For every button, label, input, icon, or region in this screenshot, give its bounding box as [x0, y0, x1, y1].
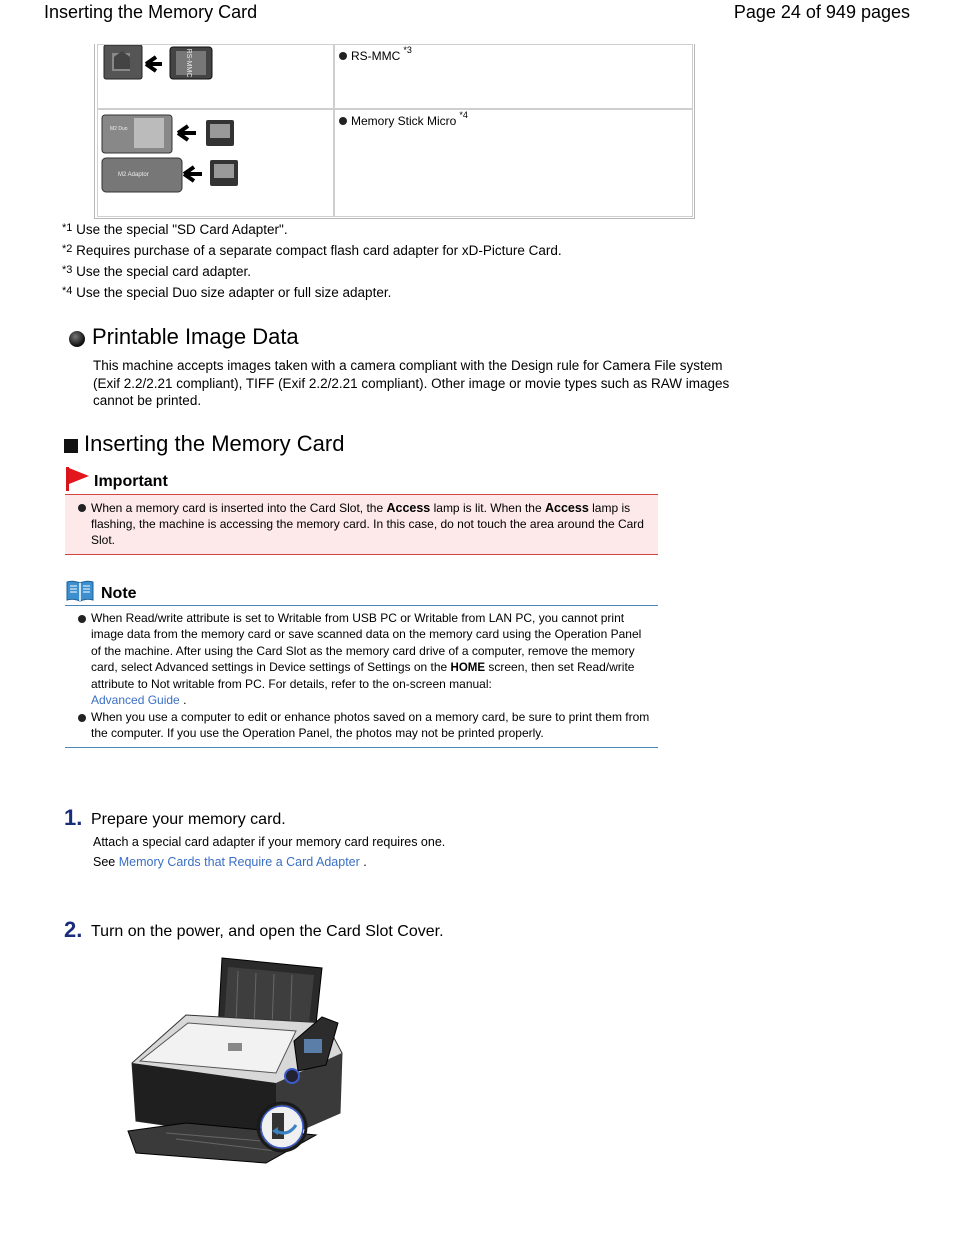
step-number: 2.: [64, 917, 83, 942]
svg-text:RS-MMC: RS-MMC: [185, 48, 192, 78]
memory-stick-micro-image-cell: [97, 109, 334, 217]
printable-image-data-heading: Printable Image Data: [92, 324, 299, 349]
note-book-icon: [66, 580, 94, 602]
printable-image-data-text: This machine accepts images taken with a camera compliant with the Design rule for Camera File system (Exif 2.2/2.21 compliant), TIFF (Exif 2.2/2.21 compliant). Other image or movie types such as RAW images cannot be printed.: [93, 358, 730, 408]
page-number: Page 24 of 949 pages: [733, 2, 910, 22]
footnote: $^{*3}$ Use the special card adapter.: [62, 264, 252, 279]
note-item-2: When you use a computer to edit or enhance photos saved on a memory card, be sure to print them from the computer. If you use the Operation Panel, the photos may not be printed properly.: [91, 710, 650, 741]
note-box: [65, 605, 658, 748]
memory-stick-micro-label: Memory Stick Micro $^{*4}$: [339, 114, 468, 128]
bullet-icon: [78, 714, 86, 722]
svg-text:M2 Adaptor: M2 Adaptor: [118, 172, 149, 178]
card-adapter-link[interactable]: Memory Cards that Require a Card Adapter: [118, 855, 360, 869]
important-text: When a memory card is inserted into the Card Slot, the Access lamp is lit. When the Access lamp is flashing, the machine is accessing the memory card. In this case, do not touch the area around the Card Slot.: [91, 501, 644, 547]
printer-illustration: [126, 953, 346, 1168]
note-item-1: When Read/write attribute is set to Writable from USB PC or Writable from LAN PC, you cannot print image data from the memory card or save scanned data on the memory card using the Operation Panel of the machine. After using the Card Slot as the memory card drive of a computer, remove the memory card, select Advanced settings in Device settings of Settings on the HOME screen, then set Read/write attribute to Not writable from PC. For details, refer to the on-screen manual: Advanced Guide .: [91, 611, 642, 708]
step-text: Attach a special card adapter if your memory card requires one.: [93, 835, 446, 849]
section-bullet-icon: [69, 331, 85, 347]
inserting-memory-card-heading: Inserting the Memory Card: [84, 431, 345, 456]
footnote: $^{*1}$ Use the special "SD Card Adapter".: [62, 222, 288, 237]
memory-stick-micro-adapter-illustration: [98, 110, 335, 218]
important-heading: Important: [94, 473, 168, 490]
note-heading: Note: [101, 585, 137, 602]
page-header-title: Inserting the Memory Card: [44, 2, 258, 22]
bullet-icon: [339, 52, 347, 60]
section-square-icon: [64, 439, 78, 453]
rs-mmc-image-cell: [97, 44, 334, 109]
step-title: Prepare your memory card.: [91, 811, 286, 828]
important-box: [65, 494, 658, 555]
footnote: $^{*2}$ Requires purchase of a separate compact flash card adapter for xD-Picture Card.: [62, 243, 562, 258]
step-see-text: See Memory Cards that Require a Card Adapter .: [93, 855, 367, 869]
important-flag-icon: [66, 467, 90, 491]
svg-text:M2 Duo: M2 Duo: [110, 126, 128, 132]
rs-mmc-label: RS-MMC $^{*3}$: [339, 49, 412, 63]
rs-mmc-adapter-illustration: [98, 45, 335, 110]
advanced-guide-link[interactable]: Advanced Guide: [91, 693, 180, 708]
footnote: $^{*4}$ Use the special Duo size adapter or full size adapter.: [62, 285, 392, 300]
bullet-icon: [78, 615, 86, 623]
step-number: 1.: [64, 805, 83, 830]
memory-stick-micro-label-cell: [334, 109, 693, 217]
bullet-icon: [78, 504, 86, 512]
bullet-icon: [339, 117, 347, 125]
step-title: Turn on the power, and open the Card Slot Cover.: [91, 923, 444, 940]
rs-mmc-label-cell: [334, 44, 693, 109]
card-adapter-table: [94, 44, 695, 219]
